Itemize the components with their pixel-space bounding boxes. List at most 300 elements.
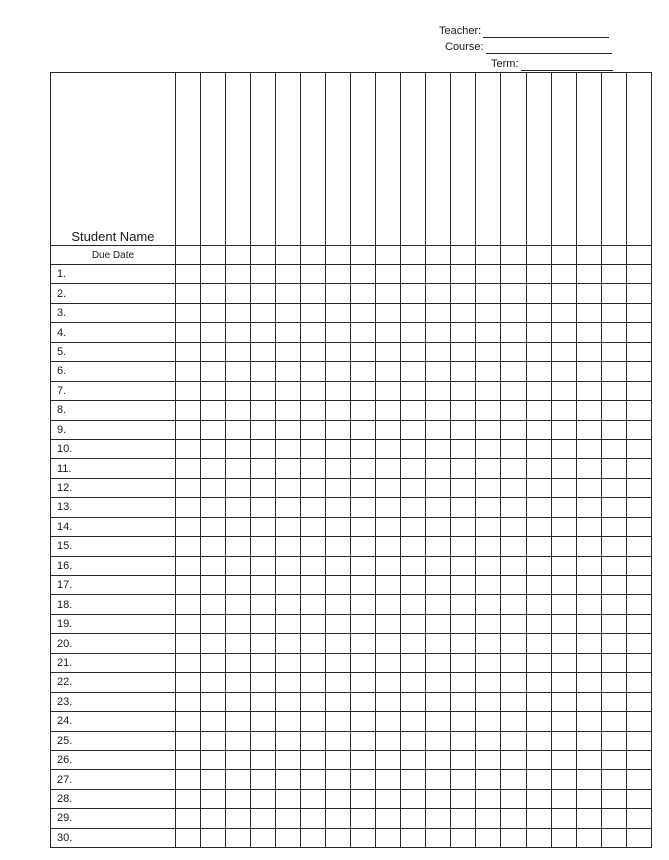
grade-cell[interactable] [376, 517, 401, 536]
grade-cell[interactable] [526, 362, 551, 381]
grade-cell[interactable] [401, 362, 426, 381]
grade-cell[interactable] [376, 576, 401, 595]
grade-cell[interactable] [200, 537, 225, 556]
grade-cell[interactable] [426, 828, 451, 847]
grade-cell[interactable] [251, 576, 276, 595]
grade-cell[interactable] [501, 478, 526, 497]
grade-cell[interactable] [476, 556, 501, 575]
grade-cell[interactable] [175, 265, 200, 284]
grade-cell[interactable] [476, 614, 501, 633]
grade-cell[interactable] [576, 517, 601, 536]
grade-cell[interactable] [576, 556, 601, 575]
grade-cell[interactable] [601, 673, 626, 692]
grade-cell[interactable] [376, 712, 401, 731]
grade-cell[interactable] [376, 789, 401, 808]
grade-cell[interactable] [225, 498, 250, 517]
grade-cell[interactable] [426, 303, 451, 322]
grade-cell[interactable] [576, 770, 601, 789]
grade-cell[interactable] [326, 459, 351, 478]
grade-cell[interactable] [626, 381, 651, 400]
assignment-title-cell[interactable] [576, 73, 601, 246]
grade-cell[interactable] [451, 401, 476, 420]
grade-cell[interactable] [501, 712, 526, 731]
grade-cell[interactable] [376, 653, 401, 672]
grade-cell[interactable] [426, 498, 451, 517]
grade-cell[interactable] [175, 303, 200, 322]
grade-cell[interactable] [501, 401, 526, 420]
grade-cell[interactable] [501, 342, 526, 361]
grade-cell[interactable] [175, 750, 200, 769]
grade-cell[interactable] [426, 634, 451, 653]
grade-cell[interactable] [576, 653, 601, 672]
grade-cell[interactable] [626, 401, 651, 420]
grade-cell[interactable] [401, 809, 426, 828]
grade-cell[interactable] [276, 323, 301, 342]
assignment-title-cell[interactable] [626, 73, 651, 246]
grade-cell[interactable] [526, 439, 551, 458]
grade-cell[interactable] [326, 381, 351, 400]
grade-cell[interactable] [351, 673, 376, 692]
grade-cell[interactable] [451, 537, 476, 556]
grade-cell[interactable] [301, 517, 326, 536]
grade-cell[interactable] [476, 595, 501, 614]
grade-cell[interactable] [601, 459, 626, 478]
grade-cell[interactable] [501, 498, 526, 517]
grade-cell[interactable] [576, 420, 601, 439]
grade-cell[interactable] [426, 265, 451, 284]
grade-cell[interactable] [200, 576, 225, 595]
grade-cell[interactable] [576, 439, 601, 458]
grade-cell[interactable] [626, 576, 651, 595]
grade-cell[interactable] [476, 420, 501, 439]
grade-cell[interactable] [576, 323, 601, 342]
grade-cell[interactable] [326, 439, 351, 458]
grade-cell[interactable] [225, 828, 250, 847]
grade-cell[interactable] [376, 342, 401, 361]
grade-cell[interactable] [501, 673, 526, 692]
grade-cell[interactable] [501, 634, 526, 653]
grade-cell[interactable] [326, 614, 351, 633]
due-date-cell[interactable] [225, 246, 250, 265]
grade-cell[interactable] [601, 614, 626, 633]
grade-cell[interactable] [426, 381, 451, 400]
grade-cell[interactable] [451, 381, 476, 400]
grade-cell[interactable] [200, 556, 225, 575]
grade-cell[interactable] [601, 362, 626, 381]
grade-cell[interactable] [200, 498, 225, 517]
grade-cell[interactable] [351, 478, 376, 497]
grade-cell[interactable] [251, 381, 276, 400]
grade-cell[interactable] [200, 750, 225, 769]
grade-cell[interactable] [551, 459, 576, 478]
grade-cell[interactable] [351, 517, 376, 536]
grade-cell[interactable] [376, 439, 401, 458]
grade-cell[interactable] [401, 653, 426, 672]
grade-cell[interactable] [426, 673, 451, 692]
grade-cell[interactable] [576, 498, 601, 517]
grade-cell[interactable] [301, 342, 326, 361]
grade-cell[interactable] [426, 595, 451, 614]
grade-cell[interactable] [301, 750, 326, 769]
grade-cell[interactable] [351, 750, 376, 769]
grade-cell[interactable] [426, 362, 451, 381]
grade-cell[interactable] [401, 828, 426, 847]
grade-cell[interactable] [626, 556, 651, 575]
grade-cell[interactable] [451, 731, 476, 750]
grade-cell[interactable] [301, 634, 326, 653]
student-name-cell[interactable]: 30. [51, 828, 176, 847]
grade-cell[interactable] [251, 789, 276, 808]
student-name-cell[interactable]: 21. [51, 653, 176, 672]
grade-cell[interactable] [426, 556, 451, 575]
assignment-title-cell[interactable] [276, 73, 301, 246]
grade-cell[interactable] [351, 634, 376, 653]
due-date-cell[interactable] [200, 246, 225, 265]
grade-cell[interactable] [326, 809, 351, 828]
grade-cell[interactable] [576, 809, 601, 828]
grade-cell[interactable] [200, 634, 225, 653]
grade-cell[interactable] [401, 439, 426, 458]
grade-cell[interactable] [476, 517, 501, 536]
grade-cell[interactable] [501, 323, 526, 342]
grade-cell[interactable] [376, 809, 401, 828]
grade-cell[interactable] [326, 731, 351, 750]
grade-cell[interactable] [175, 634, 200, 653]
grade-cell[interactable] [476, 770, 501, 789]
due-date-cell[interactable] [551, 246, 576, 265]
grade-cell[interactable] [276, 439, 301, 458]
grade-cell[interactable] [376, 459, 401, 478]
due-date-cell[interactable] [376, 246, 401, 265]
grade-cell[interactable] [626, 478, 651, 497]
grade-cell[interactable] [601, 478, 626, 497]
grade-cell[interactable] [301, 498, 326, 517]
grade-cell[interactable] [200, 828, 225, 847]
grade-cell[interactable] [301, 265, 326, 284]
grade-cell[interactable] [476, 809, 501, 828]
assignment-title-cell[interactable] [301, 73, 326, 246]
grade-cell[interactable] [601, 498, 626, 517]
grade-cell[interactable] [526, 576, 551, 595]
grade-cell[interactable] [175, 614, 200, 633]
grade-cell[interactable] [426, 614, 451, 633]
grade-cell[interactable] [576, 673, 601, 692]
student-name-cell[interactable]: 26. [51, 750, 176, 769]
grade-cell[interactable] [225, 673, 250, 692]
grade-cell[interactable] [576, 401, 601, 420]
grade-cell[interactable] [526, 556, 551, 575]
grade-cell[interactable] [225, 653, 250, 672]
grade-cell[interactable] [401, 750, 426, 769]
grade-cell[interactable] [326, 673, 351, 692]
grade-cell[interactable] [626, 439, 651, 458]
grade-cell[interactable] [376, 595, 401, 614]
grade-cell[interactable] [276, 498, 301, 517]
grade-cell[interactable] [476, 731, 501, 750]
grade-cell[interactable] [526, 750, 551, 769]
student-name-cell[interactable]: 3. [51, 303, 176, 322]
grade-cell[interactable] [326, 265, 351, 284]
assignment-title-cell[interactable] [351, 73, 376, 246]
grade-cell[interactable] [451, 265, 476, 284]
grade-cell[interactable] [200, 653, 225, 672]
grade-cell[interactable] [251, 556, 276, 575]
grade-cell[interactable] [551, 576, 576, 595]
grade-cell[interactable] [200, 265, 225, 284]
grade-cell[interactable] [175, 342, 200, 361]
grade-cell[interactable] [251, 692, 276, 711]
grade-cell[interactable] [426, 401, 451, 420]
grade-cell[interactable] [551, 692, 576, 711]
grade-cell[interactable] [301, 673, 326, 692]
grade-cell[interactable] [301, 303, 326, 322]
grade-cell[interactable] [200, 712, 225, 731]
grade-cell[interactable] [626, 537, 651, 556]
grade-cell[interactable] [526, 828, 551, 847]
assignment-title-cell[interactable] [551, 73, 576, 246]
grade-cell[interactable] [576, 789, 601, 808]
grade-cell[interactable] [351, 595, 376, 614]
grade-cell[interactable] [351, 303, 376, 322]
grade-cell[interactable] [401, 323, 426, 342]
grade-cell[interactable] [225, 750, 250, 769]
grade-cell[interactable] [276, 303, 301, 322]
grade-cell[interactable] [401, 614, 426, 633]
grade-cell[interactable] [401, 284, 426, 303]
grade-cell[interactable] [251, 595, 276, 614]
grade-cell[interactable] [251, 828, 276, 847]
student-name-cell[interactable]: 10. [51, 439, 176, 458]
grade-cell[interactable] [251, 303, 276, 322]
grade-cell[interactable] [276, 401, 301, 420]
grade-cell[interactable] [476, 265, 501, 284]
grade-cell[interactable] [200, 673, 225, 692]
grade-cell[interactable] [225, 712, 250, 731]
grade-cell[interactable] [526, 459, 551, 478]
grade-cell[interactable] [200, 459, 225, 478]
grade-cell[interactable] [576, 537, 601, 556]
grade-cell[interactable] [601, 809, 626, 828]
grade-cell[interactable] [301, 789, 326, 808]
grade-cell[interactable] [276, 478, 301, 497]
grade-cell[interactable] [551, 498, 576, 517]
grade-cell[interactable] [175, 653, 200, 672]
grade-cell[interactable] [351, 498, 376, 517]
grade-cell[interactable] [225, 420, 250, 439]
grade-cell[interactable] [326, 342, 351, 361]
grade-cell[interactable] [376, 265, 401, 284]
grade-cell[interactable] [601, 595, 626, 614]
grade-cell[interactable] [175, 498, 200, 517]
grade-cell[interactable] [376, 750, 401, 769]
due-date-cell[interactable] [175, 246, 200, 265]
student-name-cell[interactable]: 12. [51, 478, 176, 497]
assignment-title-cell[interactable] [326, 73, 351, 246]
student-name-cell[interactable]: 18. [51, 595, 176, 614]
grade-cell[interactable] [576, 692, 601, 711]
grade-cell[interactable] [251, 634, 276, 653]
grade-cell[interactable] [576, 342, 601, 361]
grade-cell[interactable] [351, 576, 376, 595]
grade-cell[interactable] [426, 439, 451, 458]
grade-cell[interactable] [551, 362, 576, 381]
grade-cell[interactable] [451, 712, 476, 731]
assignment-title-cell[interactable] [401, 73, 426, 246]
grade-cell[interactable] [276, 634, 301, 653]
grade-cell[interactable] [301, 401, 326, 420]
grade-cell[interactable] [526, 614, 551, 633]
grade-cell[interactable] [326, 576, 351, 595]
grade-cell[interactable] [401, 576, 426, 595]
grade-cell[interactable] [476, 750, 501, 769]
assignment-title-cell[interactable] [200, 73, 225, 246]
assignment-title-cell[interactable] [225, 73, 250, 246]
grade-cell[interactable] [526, 303, 551, 322]
grade-cell[interactable] [501, 439, 526, 458]
grade-cell[interactable] [301, 770, 326, 789]
student-name-cell[interactable]: 5. [51, 342, 176, 361]
grade-cell[interactable] [326, 284, 351, 303]
grade-cell[interactable] [451, 303, 476, 322]
grade-cell[interactable] [626, 595, 651, 614]
grade-cell[interactable] [426, 284, 451, 303]
grade-cell[interactable] [225, 439, 250, 458]
grade-cell[interactable] [301, 556, 326, 575]
grade-cell[interactable] [451, 459, 476, 478]
grade-cell[interactable] [626, 828, 651, 847]
student-name-cell[interactable]: 17. [51, 576, 176, 595]
grade-cell[interactable] [401, 770, 426, 789]
grade-cell[interactable] [401, 498, 426, 517]
grade-cell[interactable] [551, 478, 576, 497]
student-name-cell[interactable]: 23. [51, 692, 176, 711]
grade-cell[interactable] [301, 478, 326, 497]
grade-cell[interactable] [301, 381, 326, 400]
grade-cell[interactable] [426, 692, 451, 711]
grade-cell[interactable] [501, 303, 526, 322]
grade-cell[interactable] [476, 439, 501, 458]
grade-cell[interactable] [376, 478, 401, 497]
grade-cell[interactable] [326, 770, 351, 789]
grade-cell[interactable] [526, 653, 551, 672]
grade-cell[interactable] [626, 517, 651, 536]
grade-cell[interactable] [501, 517, 526, 536]
grade-cell[interactable] [626, 673, 651, 692]
grade-cell[interactable] [326, 323, 351, 342]
teacher-blank-line[interactable] [483, 25, 609, 38]
grade-cell[interactable] [200, 692, 225, 711]
grade-cell[interactable] [551, 634, 576, 653]
grade-cell[interactable] [501, 576, 526, 595]
grade-cell[interactable] [351, 809, 376, 828]
grade-cell[interactable] [351, 653, 376, 672]
grade-cell[interactable] [526, 420, 551, 439]
grade-cell[interactable] [351, 284, 376, 303]
grade-cell[interactable] [301, 809, 326, 828]
student-name-cell[interactable]: 4. [51, 323, 176, 342]
grade-cell[interactable] [251, 362, 276, 381]
grade-cell[interactable] [426, 731, 451, 750]
grade-cell[interactable] [401, 595, 426, 614]
grade-cell[interactable] [326, 498, 351, 517]
grade-cell[interactable] [200, 342, 225, 361]
grade-cell[interactable] [526, 692, 551, 711]
due-date-cell[interactable] [576, 246, 601, 265]
grade-cell[interactable] [526, 634, 551, 653]
grade-cell[interactable] [576, 634, 601, 653]
grade-cell[interactable] [276, 750, 301, 769]
grade-cell[interactable] [376, 323, 401, 342]
grade-cell[interactable] [376, 828, 401, 847]
grade-cell[interactable] [351, 731, 376, 750]
grade-cell[interactable] [426, 478, 451, 497]
grade-cell[interactable] [401, 381, 426, 400]
grade-cell[interactable] [200, 478, 225, 497]
grade-cell[interactable] [626, 712, 651, 731]
grade-cell[interactable] [225, 809, 250, 828]
student-name-cell[interactable]: 6. [51, 362, 176, 381]
grade-cell[interactable] [326, 303, 351, 322]
grade-cell[interactable] [576, 750, 601, 769]
grade-cell[interactable] [276, 420, 301, 439]
grade-cell[interactable] [326, 750, 351, 769]
grade-cell[interactable] [451, 828, 476, 847]
grade-cell[interactable] [476, 653, 501, 672]
grade-cell[interactable] [501, 459, 526, 478]
assignment-title-cell[interactable] [451, 73, 476, 246]
grade-cell[interactable] [551, 789, 576, 808]
grade-cell[interactable] [251, 498, 276, 517]
grade-cell[interactable] [601, 731, 626, 750]
grade-cell[interactable] [476, 673, 501, 692]
student-name-cell[interactable]: 14. [51, 517, 176, 536]
grade-cell[interactable] [576, 284, 601, 303]
grade-cell[interactable] [200, 420, 225, 439]
grade-cell[interactable] [526, 381, 551, 400]
grade-cell[interactable] [326, 362, 351, 381]
grade-cell[interactable] [326, 634, 351, 653]
grade-cell[interactable] [476, 284, 501, 303]
grade-cell[interactable] [551, 265, 576, 284]
grade-cell[interactable] [326, 692, 351, 711]
grade-cell[interactable] [601, 653, 626, 672]
grade-cell[interactable] [601, 265, 626, 284]
grade-cell[interactable] [601, 770, 626, 789]
grade-cell[interactable] [626, 692, 651, 711]
grade-cell[interactable] [601, 439, 626, 458]
grade-cell[interactable] [200, 439, 225, 458]
grade-cell[interactable] [626, 265, 651, 284]
due-date-cell[interactable] [301, 246, 326, 265]
grade-cell[interactable] [225, 478, 250, 497]
grade-cell[interactable] [351, 381, 376, 400]
grade-cell[interactable] [276, 556, 301, 575]
grade-cell[interactable] [376, 634, 401, 653]
grade-cell[interactable] [426, 342, 451, 361]
grade-cell[interactable] [276, 789, 301, 808]
grade-cell[interactable] [426, 809, 451, 828]
grade-cell[interactable] [551, 284, 576, 303]
assignment-title-cell[interactable] [376, 73, 401, 246]
assignment-title-cell[interactable] [251, 73, 276, 246]
grade-cell[interactable] [476, 478, 501, 497]
grade-cell[interactable] [200, 614, 225, 633]
grade-cell[interactable] [251, 731, 276, 750]
grade-cell[interactable] [626, 303, 651, 322]
grade-cell[interactable] [301, 653, 326, 672]
grade-cell[interactable] [426, 712, 451, 731]
grade-cell[interactable] [501, 595, 526, 614]
